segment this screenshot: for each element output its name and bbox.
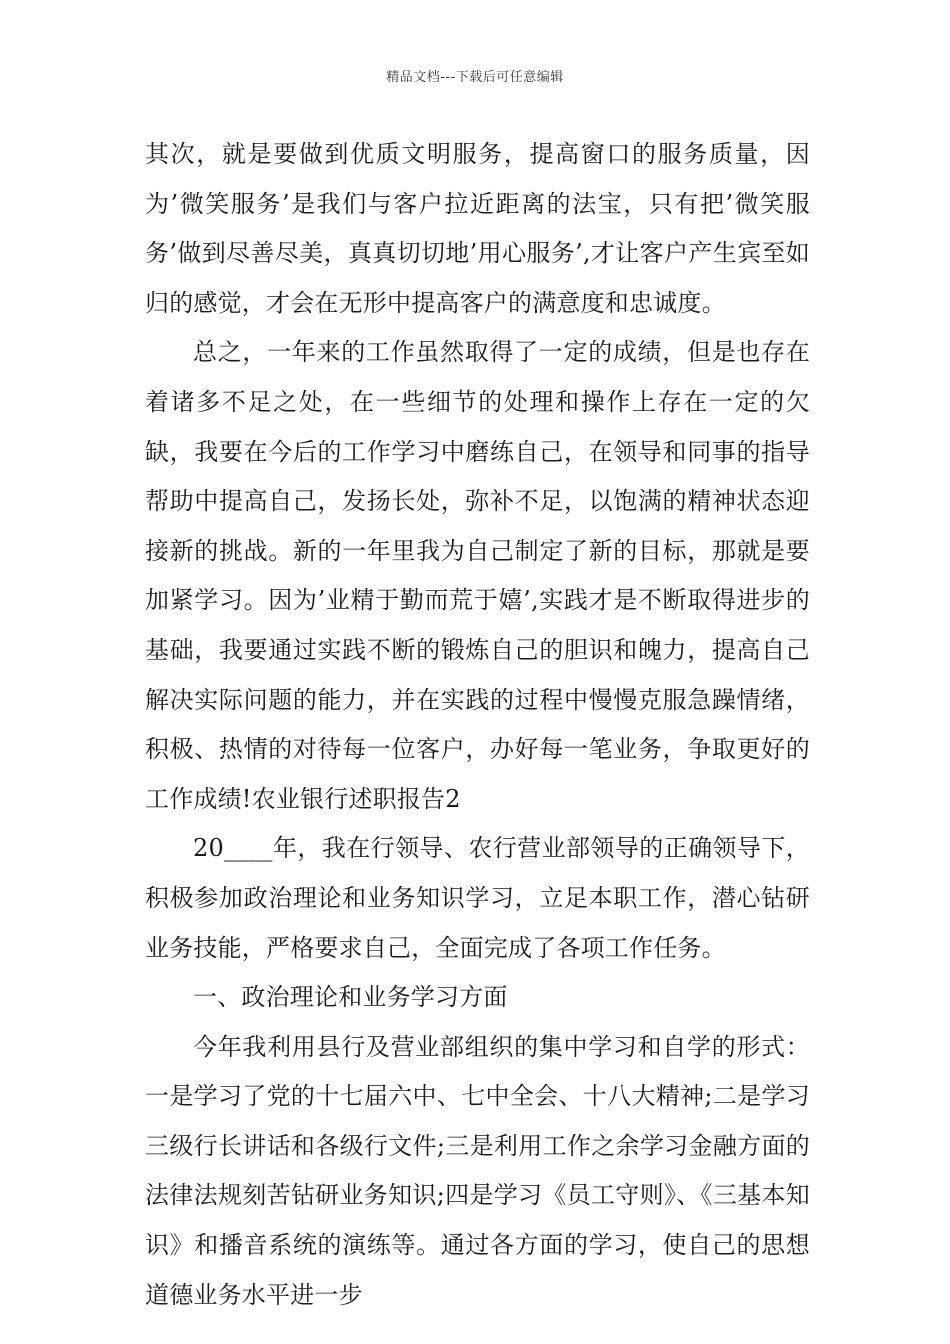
- page-header-watermark: 精品文档---下载后可任意编辑: [386, 70, 564, 85]
- paragraph-service-quality: 其次，就是要做到优质文明服务，提高窗口的服务质量，因为’微笑服务’是我们与客户拉近距离的法宝，只有把’微笑服务’做到尽善尽美，真真切切地’用心服务’,才让客户产生宾至如归的感觉，才会在无形中提高客户的满意度和忠诚度。: [145, 140, 810, 317]
- paragraph-summary: 总之，一年来的工作虽然取得了一定的成绩，但是也存在着诸多不足之处，在一些细节的处理和操作上存在一定的欠缺，我要在今后的工作学习中磨练自己，在领导和同事的指导帮助中提高自己，发扬长处，弥补不足，以饱满的精神状态迎接新的挑战。新的一年里我为自己制定了新的目标，那就是要加紧学习。因为’业精于勤而荒于嬉’,实践才是不断取得进步的基础，我要通过实践不断的锻炼自己的胆识和魄力，提高自己解决实际问题的能力，并在实践的过程中慢慢克服急躁情绪，积极、热情的对待每一位客户，办好每一笔业务，争取更好的工作成绩!农业银行述职报告2: [145, 338, 810, 813]
- section-heading-political-study: 一、政治理论和业务学习方面: [193, 983, 508, 1012]
- paragraph-study-details: 今年我利用县行及营业部组织的集中学习和自学的形式：一是学习了党的十七届六中、七中全会、十八大精神;二是学习三级行长讲话和各级行文件;三是利用工作之余学习金融方面的法律法规刻苦钻研业务知识;四是学习《员工守则》、《三基本知识》和播音系统的演练等。通过各方面的学习，使自己的思想道德业务水平进一步: [145, 1032, 810, 1309]
- paragraph-report-intro: 20____年，我在行领导、农行营业部领导的正确领导下，积极参加政治理论和业务知识学习，立足本职工作，潜心钻研业务技能，严格要求自己，全面完成了各项工作任务。: [145, 834, 810, 962]
- document-body: [145, 130, 810, 1320]
